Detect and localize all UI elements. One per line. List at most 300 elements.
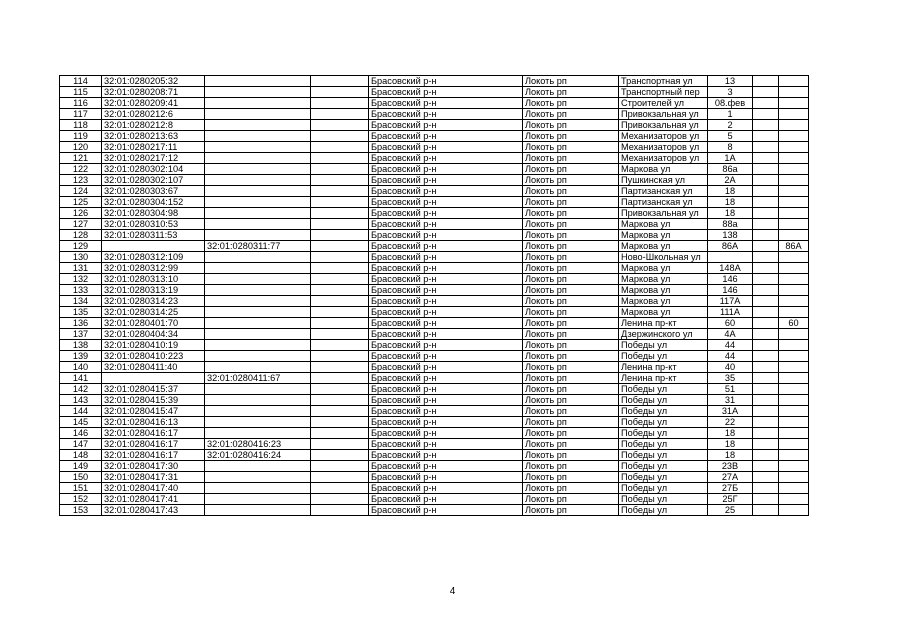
extra-cell-2 bbox=[779, 120, 809, 131]
extra-cell-2 bbox=[779, 252, 809, 263]
extra-cell-1 bbox=[753, 274, 779, 285]
related-cadastral-number-cell bbox=[205, 362, 311, 373]
row-number-cell: 133 bbox=[60, 285, 102, 296]
street-cell: Победы ул bbox=[619, 395, 708, 406]
house-number-cell: 08.фев bbox=[708, 98, 753, 109]
empty-cell bbox=[311, 197, 369, 208]
extra-cell-1 bbox=[753, 241, 779, 252]
empty-cell bbox=[311, 428, 369, 439]
row-number-cell: 140 bbox=[60, 362, 102, 373]
settlement-cell: Локоть рп bbox=[523, 252, 619, 263]
extra-cell-1 bbox=[753, 307, 779, 318]
empty-cell bbox=[311, 76, 369, 87]
house-number-cell: 86А bbox=[708, 241, 753, 252]
empty-cell bbox=[311, 219, 369, 230]
empty-cell bbox=[311, 252, 369, 263]
district-cell: Брасовский р-н bbox=[369, 494, 523, 505]
table-row bbox=[60, 329, 809, 340]
related-cadastral-number-cell bbox=[205, 428, 311, 439]
house-number-cell: 25 bbox=[708, 505, 753, 516]
extra-cell-2 bbox=[779, 296, 809, 307]
extra-cell-1 bbox=[753, 131, 779, 142]
settlement-cell: Локоть рп bbox=[523, 120, 619, 131]
cadastral-number-cell: 32:01:0280311:53 bbox=[102, 230, 205, 241]
district-cell: Брасовский р-н bbox=[369, 186, 523, 197]
empty-cell bbox=[311, 483, 369, 494]
empty-cell bbox=[311, 395, 369, 406]
street-cell: Маркова ул bbox=[619, 164, 708, 175]
street-cell: Победы ул bbox=[619, 351, 708, 362]
district-cell: Брасовский р-н bbox=[369, 340, 523, 351]
extra-cell-1 bbox=[753, 263, 779, 274]
empty-cell bbox=[311, 417, 369, 428]
house-number-cell: 18 bbox=[708, 439, 753, 450]
house-number-cell: 35 bbox=[708, 373, 753, 384]
settlement-cell: Локоть рп bbox=[523, 450, 619, 461]
house-number-cell: 51 bbox=[708, 384, 753, 395]
extra-cell-1 bbox=[753, 164, 779, 175]
district-cell: Брасовский р-н bbox=[369, 87, 523, 98]
cadastral-number-cell: 32:01:0280416:17 bbox=[102, 450, 205, 461]
row-number-cell: 126 bbox=[60, 208, 102, 219]
related-cadastral-number-cell bbox=[205, 175, 311, 186]
district-cell: Брасовский р-н bbox=[369, 241, 523, 252]
extra-cell-2 bbox=[779, 87, 809, 98]
extra-cell-2 bbox=[779, 274, 809, 285]
extra-cell-2 bbox=[779, 175, 809, 186]
district-cell: Брасовский р-н bbox=[369, 285, 523, 296]
settlement-cell: Локоть рп bbox=[523, 428, 619, 439]
street-cell: Победы ул bbox=[619, 340, 708, 351]
related-cadastral-number-cell bbox=[205, 219, 311, 230]
extra-cell-1 bbox=[753, 98, 779, 109]
table-row bbox=[60, 296, 809, 307]
cadastral-number-cell: 32:01:0280208:71 bbox=[102, 87, 205, 98]
cadastral-number-cell: 32:01:0280312:109 bbox=[102, 252, 205, 263]
house-number-cell: 3 bbox=[708, 87, 753, 98]
street-cell: Пушкинская ул bbox=[619, 175, 708, 186]
house-number-cell: 44 bbox=[708, 340, 753, 351]
extra-cell-1 bbox=[753, 395, 779, 406]
district-cell: Брасовский р-н bbox=[369, 461, 523, 472]
row-number-cell: 130 bbox=[60, 252, 102, 263]
house-number-cell: 138 bbox=[708, 230, 753, 241]
extra-cell-1 bbox=[753, 197, 779, 208]
extra-cell-2 bbox=[779, 208, 809, 219]
cadastral-number-cell: 32:01:0280404:34 bbox=[102, 329, 205, 340]
district-cell: Брасовский р-н bbox=[369, 406, 523, 417]
extra-cell-2 bbox=[779, 109, 809, 120]
house-number-cell: 146 bbox=[708, 274, 753, 285]
settlement-cell: Локоть рп bbox=[523, 98, 619, 109]
street-cell: Механизаторов ул bbox=[619, 153, 708, 164]
empty-cell bbox=[311, 461, 369, 472]
extra-cell-2 bbox=[779, 98, 809, 109]
row-number-cell: 150 bbox=[60, 472, 102, 483]
table-row bbox=[60, 219, 809, 230]
settlement-cell: Локоть рп bbox=[523, 472, 619, 483]
district-cell: Брасовский р-н bbox=[369, 439, 523, 450]
house-number-cell bbox=[708, 252, 753, 263]
extra-cell-2: 86А bbox=[779, 241, 809, 252]
settlement-cell: Локоть рп bbox=[523, 208, 619, 219]
cadastral-number-cell: 32:01:0280417:41 bbox=[102, 494, 205, 505]
extra-cell-1 bbox=[753, 153, 779, 164]
empty-cell bbox=[311, 109, 369, 120]
row-number-cell: 142 bbox=[60, 384, 102, 395]
related-cadastral-number-cell bbox=[205, 208, 311, 219]
district-cell: Брасовский р-н bbox=[369, 417, 523, 428]
related-cadastral-number-cell bbox=[205, 87, 311, 98]
street-cell: Привокзальная ул bbox=[619, 109, 708, 120]
cadastral-number-cell: 32:01:0280313:10 bbox=[102, 274, 205, 285]
settlement-cell: Локоть рп bbox=[523, 274, 619, 285]
related-cadastral-number-cell bbox=[205, 285, 311, 296]
cadastral-number-cell: 32:01:0280313:19 bbox=[102, 285, 205, 296]
extra-cell-1 bbox=[753, 87, 779, 98]
table-row bbox=[60, 252, 809, 263]
extra-cell-1 bbox=[753, 230, 779, 241]
table-row bbox=[60, 109, 809, 120]
extra-cell-1 bbox=[753, 428, 779, 439]
related-cadastral-number-cell: 32:01:0280311:77 bbox=[205, 241, 311, 252]
related-cadastral-number-cell bbox=[205, 406, 311, 417]
cadastral-number-cell: 32:01:0280212:8 bbox=[102, 120, 205, 131]
extra-cell-1 bbox=[753, 109, 779, 120]
house-number-cell: 148А bbox=[708, 263, 753, 274]
extra-cell-2 bbox=[779, 142, 809, 153]
district-cell: Брасовский р-н bbox=[369, 131, 523, 142]
related-cadastral-number-cell bbox=[205, 417, 311, 428]
page-number: 4 bbox=[449, 586, 456, 597]
table-row bbox=[60, 351, 809, 362]
extra-cell-2 bbox=[779, 373, 809, 384]
extra-cell-1 bbox=[753, 483, 779, 494]
house-number-cell: 44 bbox=[708, 351, 753, 362]
house-number-cell: 1 bbox=[708, 109, 753, 120]
related-cadastral-number-cell bbox=[205, 307, 311, 318]
settlement-cell: Локоть рп bbox=[523, 153, 619, 164]
extra-cell-2 bbox=[779, 362, 809, 373]
street-cell: Победы ул bbox=[619, 450, 708, 461]
row-number-cell: 153 bbox=[60, 505, 102, 516]
house-number-cell: 1А bbox=[708, 153, 753, 164]
extra-cell-1 bbox=[753, 120, 779, 131]
empty-cell bbox=[311, 87, 369, 98]
related-cadastral-number-cell bbox=[205, 461, 311, 472]
row-number-cell: 152 bbox=[60, 494, 102, 505]
district-cell: Брасовский р-н bbox=[369, 307, 523, 318]
district-cell: Брасовский р-н bbox=[369, 197, 523, 208]
district-cell: Брасовский р-н bbox=[369, 263, 523, 274]
extra-cell-2 bbox=[779, 505, 809, 516]
empty-cell bbox=[311, 494, 369, 505]
table-row bbox=[60, 175, 809, 186]
related-cadastral-number-cell bbox=[205, 142, 311, 153]
settlement-cell: Локоть рп bbox=[523, 494, 619, 505]
table-row bbox=[60, 461, 809, 472]
row-number-cell: 121 bbox=[60, 153, 102, 164]
street-cell: Привокзальная ул bbox=[619, 120, 708, 131]
extra-cell-1 bbox=[753, 142, 779, 153]
settlement-cell: Локоть рп bbox=[523, 285, 619, 296]
settlement-cell: Локоть рп bbox=[523, 483, 619, 494]
cadastral-number-cell: 32:01:0280304:98 bbox=[102, 208, 205, 219]
table-row bbox=[60, 131, 809, 142]
cadastral-number-cell: 32:01:0280217:11 bbox=[102, 142, 205, 153]
extra-cell-2 bbox=[779, 472, 809, 483]
extra-cell-2 bbox=[779, 483, 809, 494]
empty-cell bbox=[311, 131, 369, 142]
row-number-cell: 132 bbox=[60, 274, 102, 285]
settlement-cell: Локоть рп bbox=[523, 307, 619, 318]
cadastral-number-cell: 32:01:0280205:32 bbox=[102, 76, 205, 87]
row-number-cell: 114 bbox=[60, 76, 102, 87]
house-number-cell: 2А bbox=[708, 175, 753, 186]
street-cell: Победы ул bbox=[619, 428, 708, 439]
related-cadastral-number-cell: 32:01:0280411:67 bbox=[205, 373, 311, 384]
row-number-cell: 144 bbox=[60, 406, 102, 417]
related-cadastral-number-cell bbox=[205, 230, 311, 241]
extra-cell-2 bbox=[779, 219, 809, 230]
extra-cell-1 bbox=[753, 186, 779, 197]
extra-cell-1 bbox=[753, 76, 779, 87]
empty-cell bbox=[311, 296, 369, 307]
row-number-cell: 128 bbox=[60, 230, 102, 241]
related-cadastral-number-cell: 32:01:0280416:24 bbox=[205, 450, 311, 461]
street-cell: Маркова ул bbox=[619, 296, 708, 307]
extra-cell-2 bbox=[779, 351, 809, 362]
table-row bbox=[60, 483, 809, 494]
settlement-cell: Локоть рп bbox=[523, 406, 619, 417]
district-cell: Брасовский р-н bbox=[369, 230, 523, 241]
table-row bbox=[60, 395, 809, 406]
extra-cell-1 bbox=[753, 439, 779, 450]
extra-cell-2 bbox=[779, 263, 809, 274]
table-row bbox=[60, 164, 809, 175]
cadastral-number-cell: 32:01:0280213:63 bbox=[102, 131, 205, 142]
house-number-cell: 31А bbox=[708, 406, 753, 417]
table-row bbox=[60, 87, 809, 98]
settlement-cell: Локоть рп bbox=[523, 461, 619, 472]
extra-cell-2 bbox=[779, 285, 809, 296]
empty-cell bbox=[311, 142, 369, 153]
settlement-cell: Локоть рп bbox=[523, 384, 619, 395]
house-number-cell: 18 bbox=[708, 208, 753, 219]
table-row bbox=[60, 142, 809, 153]
house-number-cell: 4А bbox=[708, 329, 753, 340]
row-number-cell: 124 bbox=[60, 186, 102, 197]
cadastral-number-cell: 32:01:0280417:30 bbox=[102, 461, 205, 472]
empty-cell bbox=[311, 384, 369, 395]
settlement-cell: Локоть рп bbox=[523, 186, 619, 197]
cadastral-number-cell: 32:01:0280314:23 bbox=[102, 296, 205, 307]
extra-cell-1 bbox=[753, 450, 779, 461]
related-cadastral-number-cell: 32:01:0280416:23 bbox=[205, 439, 311, 450]
row-number-cell: 137 bbox=[60, 329, 102, 340]
related-cadastral-number-cell bbox=[205, 505, 311, 516]
extra-cell-1 bbox=[753, 351, 779, 362]
related-cadastral-number-cell bbox=[205, 153, 311, 164]
row-number-cell: 116 bbox=[60, 98, 102, 109]
empty-cell bbox=[311, 307, 369, 318]
settlement-cell: Локоть рп bbox=[523, 219, 619, 230]
street-cell: Маркова ул bbox=[619, 285, 708, 296]
district-cell: Брасовский р-н bbox=[369, 142, 523, 153]
cadastral-number-cell bbox=[102, 373, 205, 384]
street-cell: Маркова ул bbox=[619, 307, 708, 318]
table-row bbox=[60, 428, 809, 439]
settlement-cell: Локоть рп bbox=[523, 417, 619, 428]
district-cell: Брасовский р-н bbox=[369, 450, 523, 461]
street-cell: Ново-Школьная ул bbox=[619, 252, 708, 263]
district-cell: Брасовский р-н bbox=[369, 274, 523, 285]
extra-cell-1 bbox=[753, 296, 779, 307]
district-cell: Брасовский р-н bbox=[369, 153, 523, 164]
row-number-cell: 136 bbox=[60, 318, 102, 329]
table-row bbox=[60, 505, 809, 516]
extra-cell-1 bbox=[753, 175, 779, 186]
extra-cell-1 bbox=[753, 219, 779, 230]
related-cadastral-number-cell bbox=[205, 340, 311, 351]
extra-cell-2 bbox=[779, 131, 809, 142]
district-cell: Брасовский р-н bbox=[369, 428, 523, 439]
street-cell: Механизаторов ул bbox=[619, 142, 708, 153]
row-number-cell: 119 bbox=[60, 131, 102, 142]
cadastral-number-cell: 32:01:0280410:223 bbox=[102, 351, 205, 362]
table-row bbox=[60, 208, 809, 219]
related-cadastral-number-cell bbox=[205, 472, 311, 483]
cadastral-number-cell: 32:01:0280304:152 bbox=[102, 197, 205, 208]
table-row bbox=[60, 98, 809, 109]
row-number-cell: 122 bbox=[60, 164, 102, 175]
extra-cell-2 bbox=[779, 76, 809, 87]
related-cadastral-number-cell bbox=[205, 483, 311, 494]
empty-cell bbox=[311, 164, 369, 175]
related-cadastral-number-cell bbox=[205, 318, 311, 329]
related-cadastral-number-cell bbox=[205, 131, 311, 142]
cadastral-number-cell: 32:01:0280410:19 bbox=[102, 340, 205, 351]
cadastral-number-cell: 32:01:0280217:12 bbox=[102, 153, 205, 164]
row-number-cell: 138 bbox=[60, 340, 102, 351]
table-row bbox=[60, 241, 809, 252]
extra-cell-1 bbox=[753, 384, 779, 395]
empty-cell bbox=[311, 340, 369, 351]
row-number-cell: 123 bbox=[60, 175, 102, 186]
extra-cell-2 bbox=[779, 439, 809, 450]
related-cadastral-number-cell bbox=[205, 395, 311, 406]
related-cadastral-number-cell bbox=[205, 109, 311, 120]
related-cadastral-number-cell bbox=[205, 351, 311, 362]
house-number-cell: 27Б bbox=[708, 483, 753, 494]
empty-cell bbox=[311, 285, 369, 296]
street-cell: Дзержинского ул bbox=[619, 329, 708, 340]
table-row bbox=[60, 362, 809, 373]
empty-cell bbox=[311, 505, 369, 516]
table-row bbox=[60, 197, 809, 208]
row-number-cell: 115 bbox=[60, 87, 102, 98]
settlement-cell: Локоть рп bbox=[523, 230, 619, 241]
extra-cell-1 bbox=[753, 340, 779, 351]
table-row bbox=[60, 318, 809, 329]
settlement-cell: Локоть рп bbox=[523, 241, 619, 252]
extra-cell-1 bbox=[753, 461, 779, 472]
extra-cell-1 bbox=[753, 417, 779, 428]
street-cell: Победы ул bbox=[619, 384, 708, 395]
extra-cell-2 bbox=[779, 307, 809, 318]
table-row bbox=[60, 384, 809, 395]
extra-cell-1 bbox=[753, 285, 779, 296]
row-number-cell: 125 bbox=[60, 197, 102, 208]
cadastral-number-cell: 32:01:0280416:13 bbox=[102, 417, 205, 428]
related-cadastral-number-cell bbox=[205, 252, 311, 263]
related-cadastral-number-cell bbox=[205, 296, 311, 307]
extra-cell-1 bbox=[753, 208, 779, 219]
cadastral-number-cell: 32:01:0280302:107 bbox=[102, 175, 205, 186]
empty-cell bbox=[311, 175, 369, 186]
house-number-cell: 25Г bbox=[708, 494, 753, 505]
cadastral-number-cell: 32:01:0280415:37 bbox=[102, 384, 205, 395]
district-cell: Брасовский р-н bbox=[369, 175, 523, 186]
settlement-cell: Локоть рп bbox=[523, 131, 619, 142]
related-cadastral-number-cell bbox=[205, 98, 311, 109]
street-cell: Победы ул bbox=[619, 439, 708, 450]
cadastral-number-cell: 32:01:0280416:17 bbox=[102, 439, 205, 450]
settlement-cell: Локоть рп bbox=[523, 362, 619, 373]
house-number-cell: 18 bbox=[708, 197, 753, 208]
related-cadastral-number-cell bbox=[205, 76, 311, 87]
empty-cell bbox=[311, 362, 369, 373]
settlement-cell: Локоть рп bbox=[523, 175, 619, 186]
cadastral-number-cell: 32:01:0280302:104 bbox=[102, 164, 205, 175]
table-row bbox=[60, 373, 809, 384]
extra-cell-1 bbox=[753, 494, 779, 505]
row-number-cell: 148 bbox=[60, 450, 102, 461]
house-number-cell: 60 bbox=[708, 318, 753, 329]
cadastral-number-cell: 32:01:0280415:39 bbox=[102, 395, 205, 406]
street-cell: Партизанская ул bbox=[619, 186, 708, 197]
cadastral-registry-table bbox=[59, 75, 809, 516]
district-cell: Брасовский р-н bbox=[369, 505, 523, 516]
empty-cell bbox=[311, 351, 369, 362]
settlement-cell: Локоть рп bbox=[523, 109, 619, 120]
empty-cell bbox=[311, 230, 369, 241]
house-number-cell: 18 bbox=[708, 428, 753, 439]
street-cell: Маркова ул bbox=[619, 219, 708, 230]
row-number-cell: 120 bbox=[60, 142, 102, 153]
row-number-cell: 149 bbox=[60, 461, 102, 472]
extra-cell-2 bbox=[779, 340, 809, 351]
related-cadastral-number-cell bbox=[205, 263, 311, 274]
extra-cell-2 bbox=[779, 428, 809, 439]
street-cell: Привокзальная ул bbox=[619, 208, 708, 219]
table-row bbox=[60, 417, 809, 428]
settlement-cell: Локоть рп bbox=[523, 164, 619, 175]
settlement-cell: Локоть рп bbox=[523, 76, 619, 87]
related-cadastral-number-cell bbox=[205, 120, 311, 131]
row-number-cell: 139 bbox=[60, 351, 102, 362]
row-number-cell: 147 bbox=[60, 439, 102, 450]
street-cell: Механизаторов ул bbox=[619, 131, 708, 142]
settlement-cell: Локоть рп bbox=[523, 318, 619, 329]
district-cell: Брасовский р-н bbox=[369, 318, 523, 329]
extra-cell-2 bbox=[779, 461, 809, 472]
empty-cell bbox=[311, 98, 369, 109]
related-cadastral-number-cell bbox=[205, 186, 311, 197]
street-cell: Маркова ул bbox=[619, 263, 708, 274]
cadastral-number-cell: 32:01:0280209:41 bbox=[102, 98, 205, 109]
empty-cell bbox=[311, 329, 369, 340]
